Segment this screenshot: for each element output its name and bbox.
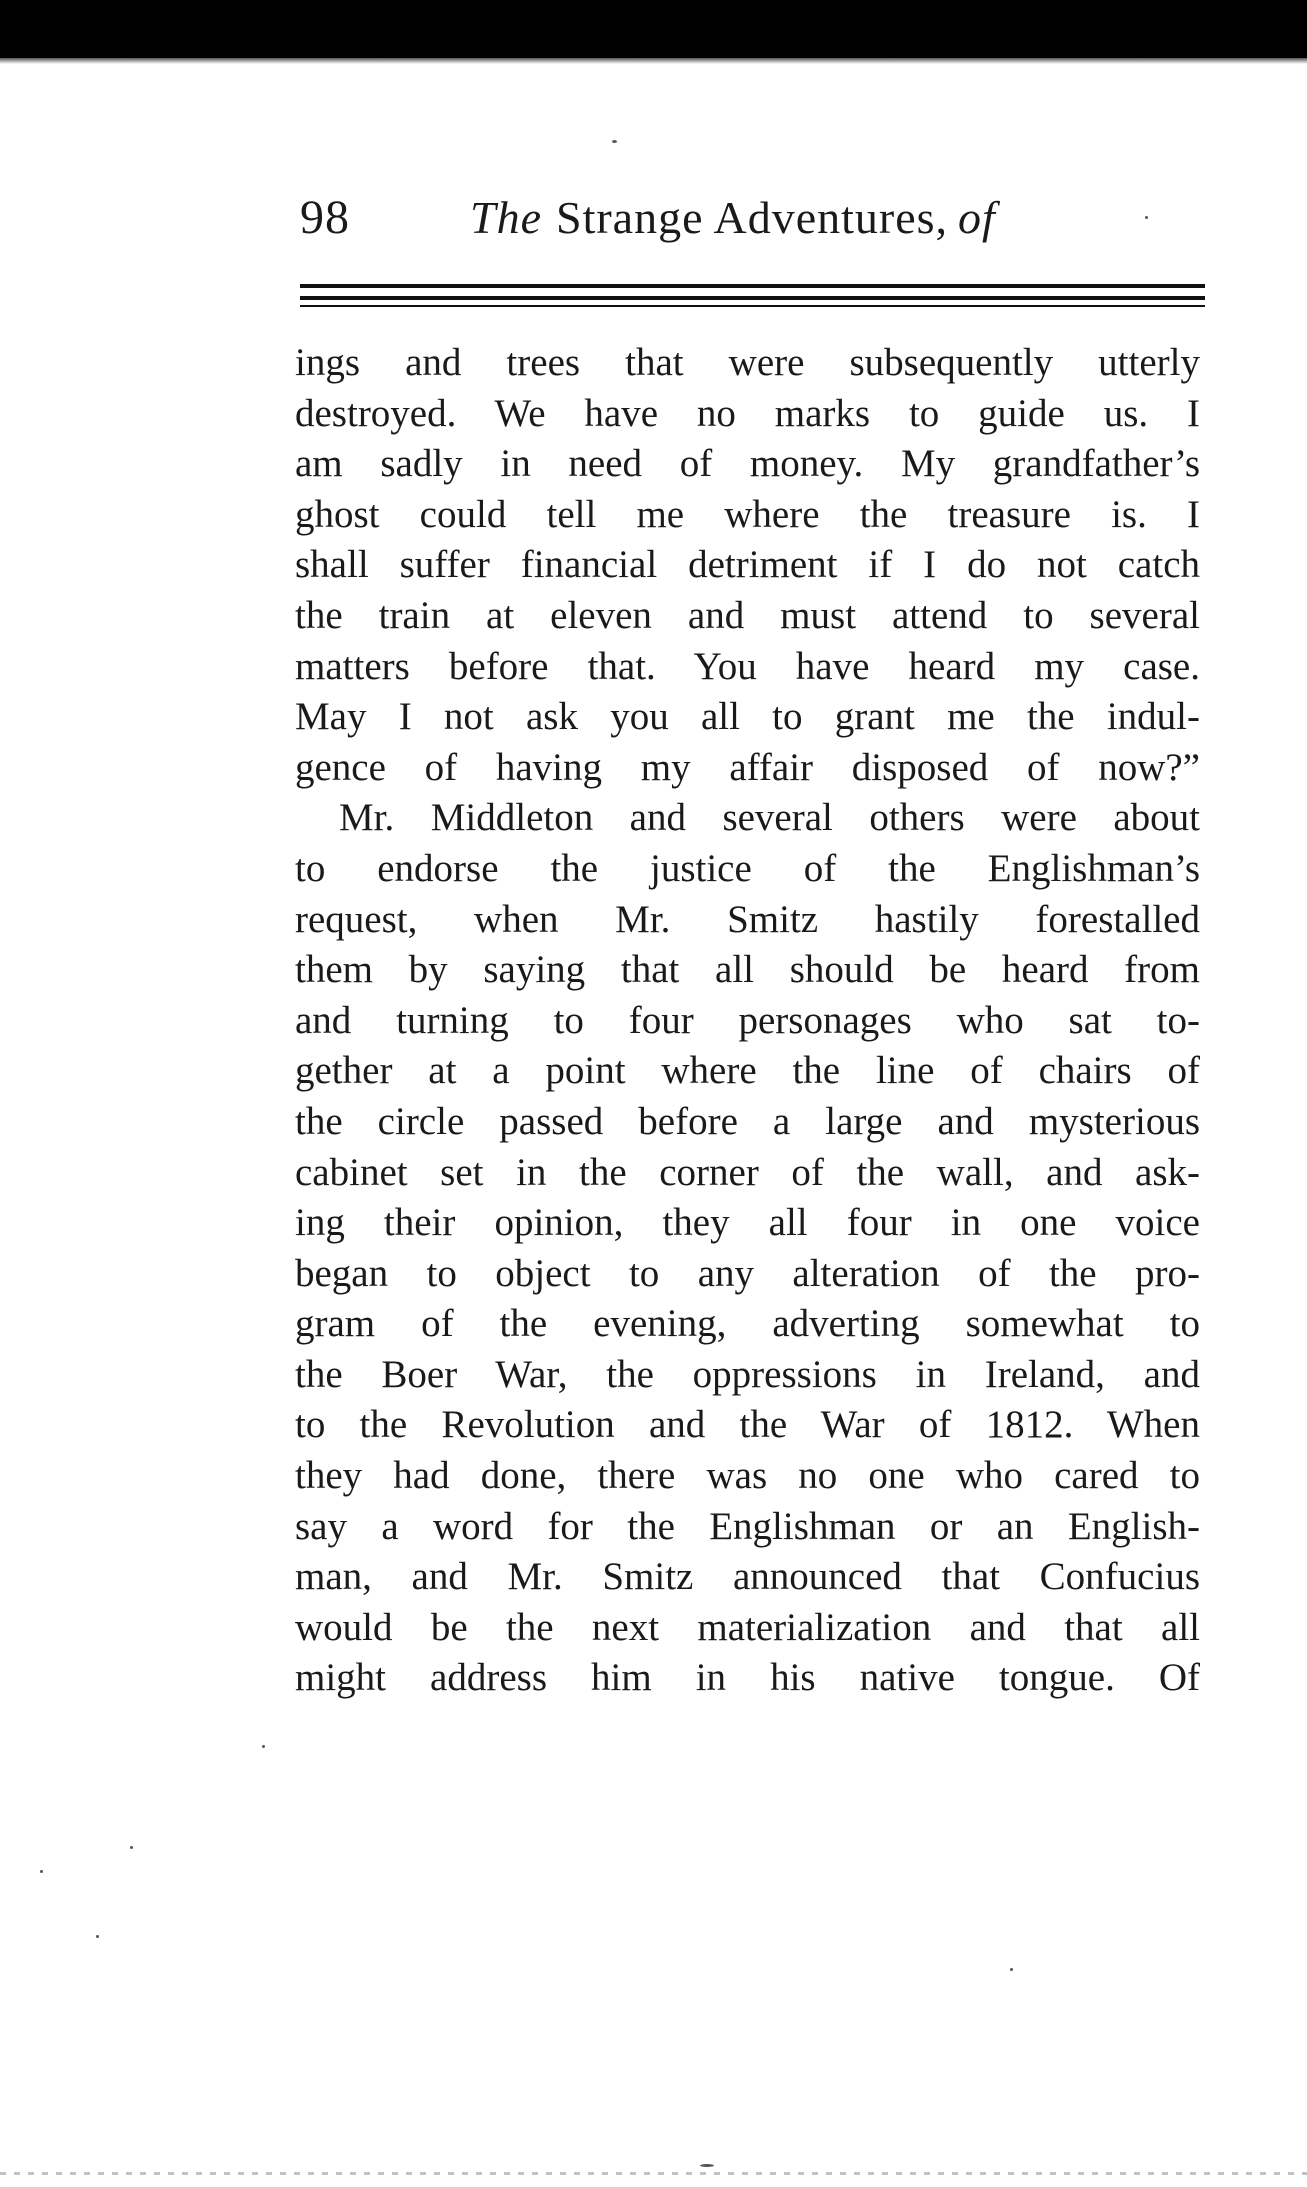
text-line: began to object to any alteration of the pro- xyxy=(295,1251,1200,1295)
scan-speck xyxy=(262,1745,265,1748)
text-line: to endorse the justice of the Englishman’s xyxy=(295,846,1200,890)
text-line: man, and Mr. Smitz announced that Confucius xyxy=(295,1555,1200,1599)
text-line: request, when Mr. Smitz hastily forestalled xyxy=(295,897,1200,941)
header-rule-middle xyxy=(300,296,1205,300)
text-line: gether at a point where the line of chairs of xyxy=(295,1049,1200,1093)
header-rule-bottom xyxy=(300,305,1205,307)
text-line: ghost could tell me where the treasure is. I xyxy=(295,492,1200,536)
text-line: cabinet set in the corner of the wall, and ask- xyxy=(295,1150,1200,1194)
scan-speck xyxy=(1145,216,1148,219)
text-line: and turning to four personages who sat to- xyxy=(295,998,1200,1042)
body-text xyxy=(295,338,1200,1704)
text-line: shall suffer financial detriment if I do not catch xyxy=(295,543,1200,587)
paragraph-start-line: Mr. Middleton and several others were about xyxy=(339,796,1200,840)
text-line: them by saying that all should be heard from xyxy=(295,948,1200,992)
text-line: gence of having my affair disposed of now?” xyxy=(295,745,1200,789)
running-header xyxy=(300,188,1205,258)
page-number: 98 xyxy=(300,191,350,244)
scan-speck xyxy=(40,1870,43,1873)
running-title-of: of xyxy=(958,192,996,243)
scan-top-border-edge xyxy=(0,58,1307,64)
text-line: destroyed. We have no marks to guide us. I xyxy=(295,391,1200,435)
scan-speck xyxy=(700,2164,714,2167)
running-title-main: Strange Adventures, xyxy=(556,192,949,243)
text-line: the circle passed before a large and mysterious xyxy=(295,1099,1200,1143)
text-line: ings and trees that were subsequently utterly xyxy=(295,341,1200,384)
scan-speck xyxy=(612,140,617,143)
text-line: am sadly in need of money. My grandfather’s xyxy=(295,442,1200,486)
scan-top-border xyxy=(0,0,1307,58)
text-line: to the Revolution and the War of 1812. When xyxy=(295,1403,1200,1447)
scan-bottom-border xyxy=(0,2172,1307,2175)
text-line: say a word for the Englishman or an English- xyxy=(295,1504,1200,1548)
scan-speck xyxy=(130,1846,133,1849)
text-line: gram of the evening, adverting somewhat to xyxy=(295,1302,1200,1346)
scan-speck xyxy=(1010,1968,1013,1971)
running-title xyxy=(470,188,996,248)
running-title-the: The xyxy=(470,192,542,243)
text-line: matters before that. You have heard my case. xyxy=(295,644,1200,688)
text-line: would be the next materialization and that all xyxy=(295,1605,1200,1649)
text-line: May I not ask you all to grant me the indul- xyxy=(295,695,1200,739)
text-line: they had done, there was no one who cared to xyxy=(295,1454,1200,1498)
text-line: ing their opinion, they all four in one voice xyxy=(295,1201,1200,1245)
scan-speck xyxy=(96,1935,99,1938)
header-rule-top xyxy=(300,284,1205,288)
text-line: the train at eleven and must attend to several xyxy=(295,593,1200,637)
text-line: the Boer War, the oppressions in Ireland, and xyxy=(295,1352,1200,1396)
text-line: might address him in his native tongue. Of xyxy=(295,1656,1200,1700)
